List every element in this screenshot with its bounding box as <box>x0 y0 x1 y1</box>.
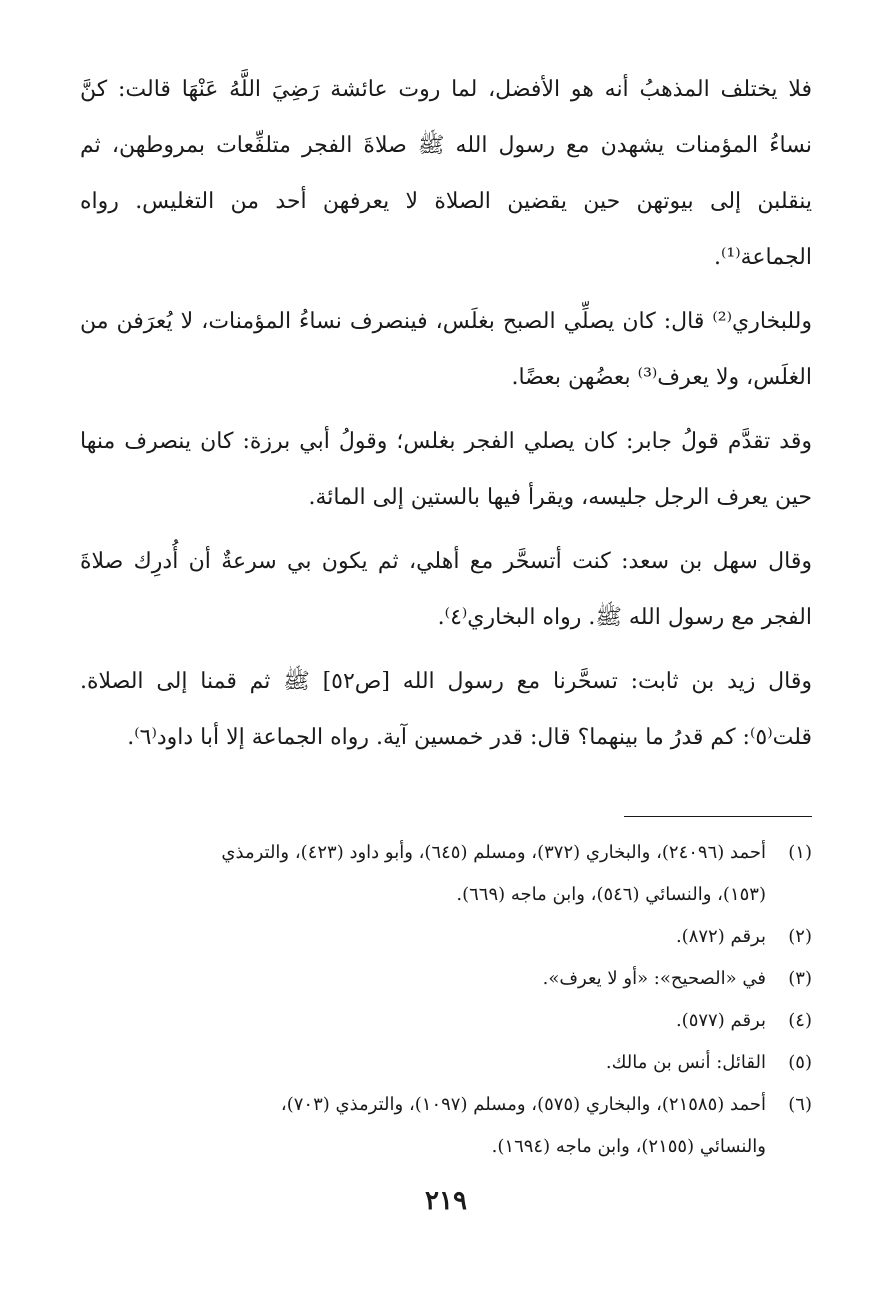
paragraph: وقال سهل بن سعد: كنت أتسحَّر مع أهلي، ثم يكون بي سرعةٌ أن أُدرِك صلاةَ الفجر مع رسول الله ﷺ. رواه البخاري⁽٤⁾. <box>80 549 812 630</box>
paragraph: وقد تقدَّم قولُ جابر: كان يصلي الفجر بغلس؛ وقولُ أبي برزة: كان ينصرف منها حين يعرف الرجل جليسه، ويقرأ فيها بالستين إلى المائة. <box>80 429 812 510</box>
footnote-number: (٦) <box>788 1094 812 1115</box>
footnote-text: في «الصحيح»: «أو لا يعرف». <box>542 968 766 989</box>
main-text <box>80 62 812 774</box>
footnote-text: برقم (٨٧٢). <box>675 926 766 947</box>
footnote-6 <box>80 1084 812 1168</box>
page-number: ٢١٩ <box>425 1186 467 1216</box>
footnote-number: (٣) <box>788 968 812 989</box>
footnote-text: برقم (٥٧٧). <box>675 1010 766 1031</box>
footnote-continuation: والنسائي (٢١٥٥)، وابن ماجه (١٦٩٤). <box>491 1136 766 1157</box>
footnote-number: (٢) <box>788 926 812 947</box>
footnotes <box>80 832 812 1168</box>
footnote-separator <box>624 816 812 817</box>
footnote-number: (١) <box>788 842 812 863</box>
paragraph: وقال زيد بن ثابت: تسحَّرنا مع رسول الله [ص٥٢] ﷺ ثم قمنا إلى الصلاة. قلت⁽٥⁾: كم قدرُ ما بينهما؟ قال: قدر خمسين آية. رواه الجماعة إلا أبا داود⁽٦⁾. <box>80 669 812 750</box>
footnote-5 <box>80 1042 812 1084</box>
footnote-text: أحمد (٢٤٠٩٦)، والبخاري (٣٧٢)، ومسلم (٦٤٥)، وأبو داود (٤٢٣)، والترمذي <box>221 842 766 863</box>
footnote-text: القائل: أنس بن مالك. <box>605 1052 766 1073</box>
paragraph: وللبخاري⁽²⁾ قال: كان يصلِّي الصبح بغلَس، فينصرف نساءُ المؤمنات، لا يُعرَفن من الغلَس، ولا يعرف⁽³⁾ بعضُهن بعضًا. <box>80 309 812 390</box>
footnote-text: أحمد (٢١٥٨٥)، والبخاري (٥٧٥)، ومسلم (١٠٩٧)، والترمذي (٧٠٣)، <box>280 1094 766 1115</box>
paragraph: فلا يختلف المذهبُ أنه هو الأفضل، لما روت عائشة رَضِيَ اللَّهُ عَنْهَا قالت: كنَّ نساءُ المؤمنات يشهدن مع رسول الله ﷺ صلاةَ الفجر متلفِّعات بمروطهن، ثم ينقلبن إلى بيوتهن حين يقضين الصلاة لا يعرفهن أحد من التغليس. رواه الجماعة⁽¹⁾. <box>80 77 812 270</box>
footnote-3 <box>80 958 812 1000</box>
footnote-continuation: (١٥٣)، والنسائي (٥٤٦)، وابن ماجه (٦٦٩). <box>456 884 766 905</box>
footnote-2 <box>80 916 812 958</box>
footnote-4 <box>80 1000 812 1042</box>
footnote-1 <box>80 832 812 916</box>
footnote-number: (٥) <box>788 1052 812 1073</box>
footnote-number: (٤) <box>788 1010 812 1031</box>
